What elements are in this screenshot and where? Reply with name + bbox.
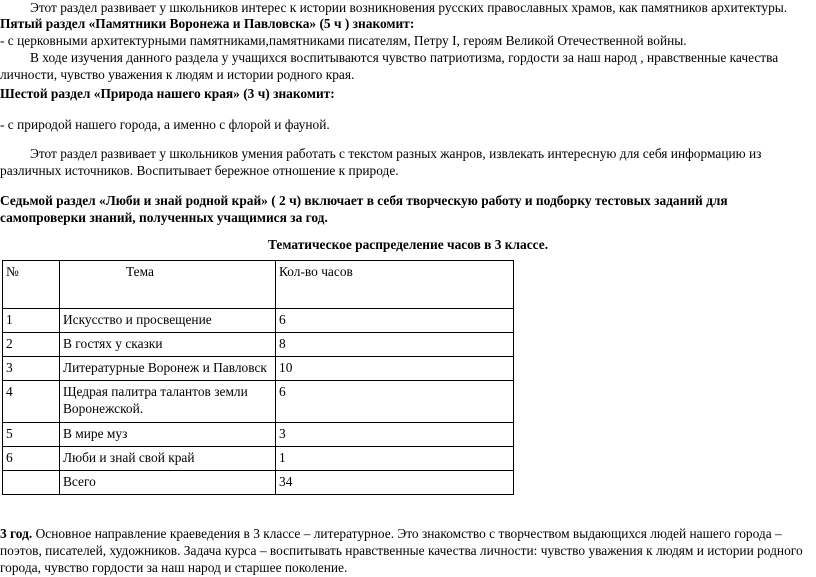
final-line2: поэтов, писателей, художников. Задача курса – воспитывать нравственные качества личности: чувство уважения к людям и истории родного	[0, 543, 803, 558]
section6-line2: Этот раздел развивает у школьников умения работать с текстом разных жанров, извлекать интересную для себя информацию из	[30, 146, 762, 161]
intro-paragraph: Этот раздел развивает у школьников интерес к истории возникновения русских православных храмов, как памятников архитектуры.	[30, 0, 788, 15]
header-num: №	[3, 261, 60, 309]
section6-heading: Шестой раздел «Природа нашего края» (3 ч) знакомит:	[0, 86, 335, 101]
total-num	[3, 471, 60, 495]
hours-table	[2, 260, 514, 495]
section7-line2: самопроверки знаний, полученных учащимися за год.	[0, 210, 328, 225]
section5-line2: В ходе изучения данного раздела у учащихся воспитываются чувство патриотизма, гордости за наш народ , нравственные качества	[30, 50, 779, 65]
table-row	[3, 309, 514, 333]
section6-line3: различных источников. Воспитывает бережное отношение к природе.	[0, 163, 399, 178]
section5-line1: - с церковными архитектурными памятниками,памятниками писателям, Петру I, героям Великой Отечественной войны.	[0, 33, 687, 48]
section5-heading: Пятый раздел «Памятники Воронежа и Павловска» (5 ч ) знакомит:	[0, 16, 415, 31]
row-num: 2	[3, 333, 60, 357]
row-num: 3	[3, 357, 60, 381]
row-num: 5	[3, 423, 60, 447]
header-topic: Тема	[60, 261, 276, 309]
row-topic: Искусство и просвещение	[60, 309, 276, 333]
final-line3: города, чувство гордости за наш народ и старшее поколение.	[0, 560, 348, 575]
table-header-row	[3, 261, 514, 309]
final-line1-text: Основное направление краеведения в 3 классе – литературное. Это знакомство с творчеством выдающихся людей нашего города –	[32, 526, 782, 541]
row-hours: 8	[276, 333, 514, 357]
total-hours: 34	[276, 471, 514, 495]
row-topic: В мире муз	[60, 423, 276, 447]
table-row	[3, 357, 514, 381]
row-topic: Щедрая палитра талантов земли Воронежской.	[60, 381, 276, 423]
table-title: Тематическое распределение часов в 3 классе.	[267, 237, 549, 252]
row-topic: Люби и знай свой край	[60, 447, 276, 471]
table-row	[3, 423, 514, 447]
section5-line3: личности, чувство уважения к людям и истории родного края.	[0, 67, 355, 82]
row-num: 4	[3, 381, 60, 423]
total-label: Всего	[60, 471, 276, 495]
table-row	[3, 381, 514, 423]
row-num: 6	[3, 447, 60, 471]
table-total-row	[3, 471, 514, 495]
table-row	[3, 447, 514, 471]
year-label: 3 год.	[0, 526, 33, 541]
row-hours: 10	[276, 357, 514, 381]
row-num: 1	[3, 309, 60, 333]
header-hours: Кол-во часов	[276, 261, 514, 309]
row-topic: В гостях у сказки	[60, 333, 276, 357]
row-hours: 6	[276, 309, 514, 333]
row-hours: 1	[276, 447, 514, 471]
table-row	[3, 333, 514, 357]
section7-line1: Седьмой раздел «Люби и знай родной край» ( 2 ч) включает в себя творческую работу и подборку тестовых заданий для	[0, 193, 728, 208]
row-hours: 6	[276, 381, 514, 423]
final-line1	[0, 526, 782, 542]
section6-line1: - с природой нашего города, а именно с флорой и фауной.	[0, 117, 330, 132]
row-topic: Литературные Воронеж и Павловск	[60, 357, 276, 381]
row-hours: 3	[276, 423, 514, 447]
